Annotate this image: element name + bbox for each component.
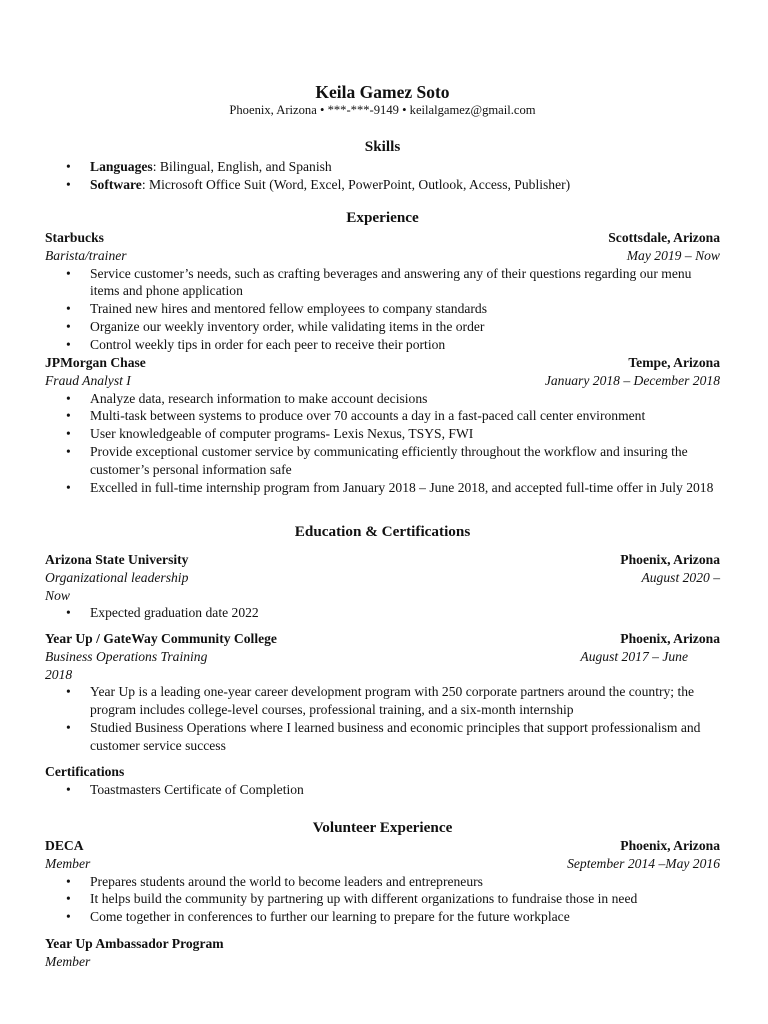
volunteer-yearup-ambassador bbox=[45, 935, 720, 971]
job-jpmorgan bbox=[45, 354, 720, 496]
org-name: DECA bbox=[45, 838, 84, 853]
school-dates: August 2020 – bbox=[641, 569, 720, 585]
school-location: Phoenix, Arizona bbox=[620, 552, 720, 567]
school-yearup bbox=[45, 630, 720, 755]
section-title-experience: Experience bbox=[346, 209, 419, 226]
list-item bbox=[45, 176, 720, 194]
job-dates: January 2018 – December 2018 bbox=[544, 372, 720, 388]
volunteer-role: Member bbox=[45, 855, 91, 871]
school-location: Phoenix, Arizona bbox=[620, 631, 720, 646]
job-role: Fraud Analyst I bbox=[45, 372, 131, 388]
list-item: • Studied Business Operations where I learned business and economic principles that support professionalism and customer service success bbox=[45, 719, 720, 755]
org-location: Phoenix, Arizona bbox=[620, 838, 720, 853]
volunteer-deca bbox=[45, 837, 720, 926]
school-dates-continued: Now bbox=[45, 587, 70, 603]
list-item: • Trained new hires and mentored fellow employees to company standards bbox=[45, 300, 720, 318]
list-item: • Expected graduation date 2022 bbox=[45, 604, 720, 622]
skill-text: : Microsoft Office Suit (Word, Excel, PowerPoint, Outlook, Access, Publisher) bbox=[141, 176, 571, 192]
certifications-block bbox=[45, 763, 720, 799]
school-dates: August 2017 – June bbox=[580, 648, 688, 664]
skill-label: Software bbox=[90, 176, 142, 192]
company-name: Starbucks bbox=[45, 230, 104, 245]
volunteer-role: Member bbox=[45, 953, 91, 969]
list-item: • Prepares students around the world to become leaders and entrepreneurs bbox=[45, 873, 720, 891]
school-bullets bbox=[45, 604, 720, 622]
school-name: Arizona State University bbox=[45, 552, 189, 567]
skill-label: Languages bbox=[90, 158, 153, 174]
list-item: • Come together in conferences to further our learning to prepare for the future workplace bbox=[45, 908, 720, 926]
job-starbucks bbox=[45, 229, 720, 354]
list-item: • Excelled in full-time internship program from January 2018 – June 2018, and accepted full-time offer in July 2018 bbox=[45, 479, 720, 497]
volunteer-section bbox=[45, 819, 720, 837]
candidate-name: Keila Gamez Soto bbox=[315, 82, 450, 102]
contact-email[interactable]: keilalgamez@gmail.com bbox=[409, 102, 536, 117]
section-title-education: Education & Certifications bbox=[294, 523, 471, 540]
education-section bbox=[45, 523, 720, 541]
program-name: Organizational leadership bbox=[45, 569, 189, 585]
skills-list bbox=[45, 158, 720, 194]
skill-text: : Bilingual, English, and Spanish bbox=[152, 158, 332, 174]
job-location: Scottsdale, Arizona bbox=[608, 230, 720, 245]
list-item: • User knowledgeable of computer programs- Lexis Nexus, TSYS, FWI bbox=[45, 425, 720, 443]
volunteer-bullets bbox=[45, 873, 720, 926]
list-item: • Service customer’s needs, such as crafting beverages and answering any of their questions regarding our menu items and phone application bbox=[45, 265, 720, 301]
certifications-title: Certifications bbox=[45, 764, 125, 779]
list-item bbox=[45, 158, 720, 176]
job-location: Tempe, Arizona bbox=[628, 355, 720, 370]
list-item: • Year Up is a leading one-year career development program with 250 corporate partners around the country; the program includes college-level courses, professional training, and a six-month internship bbox=[45, 683, 720, 719]
job-bullets bbox=[45, 390, 720, 497]
org-name: Year Up Ambassador Program bbox=[45, 936, 224, 951]
separator: • bbox=[319, 102, 325, 117]
contact-line bbox=[45, 102, 720, 120]
school-dates-continued: 2018 bbox=[45, 666, 73, 682]
program-name: Business Operations Training bbox=[45, 648, 208, 664]
job-bullets bbox=[45, 265, 720, 354]
separator: • bbox=[402, 102, 407, 117]
list-item: • Provide exceptional customer service by communicating efficiently throughout the workflow and insuring the customer’s personal information safe bbox=[45, 443, 720, 479]
certifications-list bbox=[45, 781, 720, 799]
experience-section bbox=[45, 209, 720, 227]
contact-phone: ***-***-9149 bbox=[327, 102, 399, 117]
list-item: • It helps build the community by partnering up with different organizations to fundraise those in need bbox=[45, 890, 720, 908]
section-title-skills: Skills bbox=[364, 138, 401, 155]
list-item: • Control weekly tips in order for each peer to receive their portion bbox=[45, 336, 720, 354]
list-item: • Toastmasters Certificate of Completion bbox=[45, 781, 720, 799]
volunteer-dates: September 2014 –May 2016 bbox=[567, 855, 720, 871]
job-role: Barista/trainer bbox=[45, 247, 127, 263]
resume-header bbox=[45, 84, 720, 120]
skills-section bbox=[45, 138, 720, 193]
school-bullets bbox=[45, 683, 720, 754]
section-title-volunteer: Volunteer Experience bbox=[312, 819, 453, 836]
list-item: • Multi-task between systems to produce over 70 accounts a day in a fast-paced call center environment bbox=[45, 407, 720, 425]
list-item: • Organize our weekly inventory order, while validating items in the order bbox=[45, 318, 720, 336]
contact-location: Phoenix, Arizona bbox=[229, 102, 317, 117]
job-dates: May 2019 – Now bbox=[626, 247, 720, 263]
school-asu bbox=[45, 551, 720, 622]
company-name: JPMorgan Chase bbox=[45, 355, 146, 370]
list-item: • Analyze data, research information to make account decisions bbox=[45, 390, 720, 408]
school-name: Year Up / GateWay Community College bbox=[45, 631, 277, 646]
